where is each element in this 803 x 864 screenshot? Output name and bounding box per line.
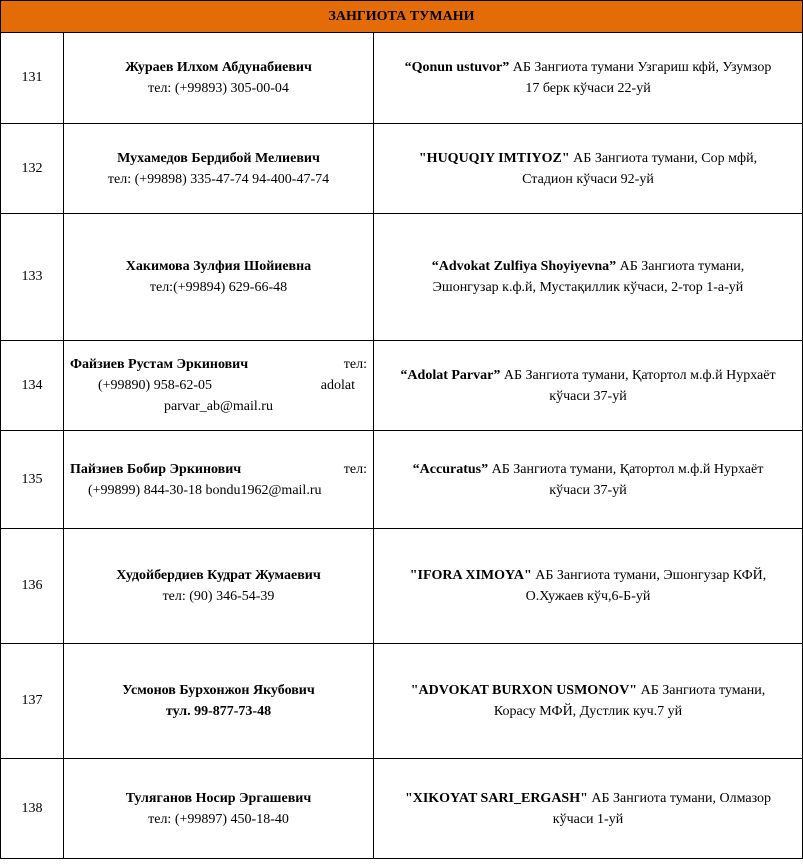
lawyer-cell xyxy=(64,124,374,214)
lawyer-email-cont: parvar_ab@mail.ru xyxy=(164,399,273,414)
bureau-address-cont: Стадион кўчаси 92-уй xyxy=(522,171,654,187)
table-row xyxy=(1,431,803,529)
bureau-address: АБ Зангиота тумани, Эшонгузар КФЙ, xyxy=(531,568,767,583)
bureau-name: “Qonun ustuvor” xyxy=(404,60,510,75)
bureau-address: АБ Зангиота тумани, Қатортол м.ф.й Нурхаёт xyxy=(500,367,776,383)
table-row xyxy=(1,214,803,341)
bureau-address-cont: 17 берк кўчаси 22-уй xyxy=(525,81,651,96)
lawyer-name: Мухамедов Бердибой Мелиевич xyxy=(117,150,320,166)
bureau-name: “Advokat Zulfiya Shoyiyevna” xyxy=(431,259,617,274)
bureau-name: "IFORA XIMOYA" xyxy=(409,568,532,583)
lawyer-cell xyxy=(64,214,374,341)
bureau-address-cont: О.Хужаев кўч,6-Б-уй xyxy=(525,589,651,604)
lawyer-name: Хакимова Зулфия Шойиевна xyxy=(125,259,312,274)
lawyer-name: Файзиев Рустам Эркинович xyxy=(70,357,249,372)
bureau-address: АБ Зангиота тумани Узгариш кфй, Узумзор xyxy=(509,60,772,75)
bureau-name: "XIKOYAT SARI_ERGASH" xyxy=(404,790,588,806)
lawyer-cell xyxy=(64,644,374,759)
bureau-cell xyxy=(374,341,803,431)
table-row xyxy=(1,644,803,759)
lawyer-phone: (+99890) 958-62-05 xyxy=(98,378,213,393)
lawyer-contact: тул. 99-877-73-48 xyxy=(165,704,272,719)
bureau-cell xyxy=(374,431,803,529)
lawyer-name: Жураев Илхом Абдунабиевич xyxy=(125,60,312,75)
table-row xyxy=(1,124,803,214)
lawyer-cell xyxy=(64,431,374,529)
row-number: 135 xyxy=(1,431,64,529)
table-row xyxy=(1,759,803,859)
row-number: 136 xyxy=(1,529,64,644)
lawyer-contact: тел: (+99893) 305-00-04 xyxy=(148,81,289,96)
lawyer-contact: (+99899) 844-30-18 bondu1962@mail.ru xyxy=(88,482,322,498)
lawyer-contact: тел: (+99898) 335-47-74 94-400-47-74 xyxy=(107,171,330,187)
lawyer-name: Худойбердиев Кудрат Жумаевич xyxy=(116,568,321,583)
row-number: 132 xyxy=(1,124,64,214)
bureau-address-cont: Эшонгузар к.ф.й, Мустақиллик кўчаси, 2-тор 1-а-уй xyxy=(432,280,744,295)
bureau-address: АБ Зангиота тумани, Қатортол м.ф.й Нурхаёт xyxy=(488,461,764,477)
lawyer-cell xyxy=(64,529,374,644)
bureau-address: АБ Зангиота тумани, xyxy=(616,259,745,274)
bureau-cell xyxy=(374,529,803,644)
row-number: 131 xyxy=(1,33,64,124)
contact-label: тел: xyxy=(343,357,367,372)
lawyer-contact: тел:(+99894) 629-66-48 xyxy=(149,280,288,295)
row-number: 137 xyxy=(1,644,64,759)
contact-label: тел: xyxy=(343,461,367,477)
bureau-name: "ADVOKAT BURXON USMONOV" xyxy=(410,683,638,698)
bureau-cell xyxy=(374,124,803,214)
lawyer-cell xyxy=(64,33,374,124)
table-header-row xyxy=(1,1,803,33)
lawyer-cell xyxy=(64,759,374,859)
bureau-cell xyxy=(374,759,803,859)
bureau-name: “Adolat Parvar” xyxy=(400,367,501,383)
bureau-address-cont: кўчаси 1-уй xyxy=(552,811,624,827)
bureau-name: "HUQUQIY IMTIYOZ" xyxy=(418,150,570,166)
bureau-address-cont: Корасу МФЙ, Дустлик куч.7 уй xyxy=(493,704,683,719)
bureau-name: “Accuratus” xyxy=(412,461,489,477)
bureau-address: АБ Зангиота тумани, xyxy=(637,683,766,698)
row-number: 134 xyxy=(1,341,64,431)
bureau-address: АБ Зангиота тумани, Сор мфй, xyxy=(569,150,758,166)
table-row xyxy=(1,529,803,644)
lawyer-name: Пайзиев Бобир Эркинович xyxy=(70,461,242,477)
table-row xyxy=(1,33,803,124)
bureau-cell xyxy=(374,214,803,341)
bureau-address-cont: кўчаси 37-уй xyxy=(549,482,627,498)
row-number: 133 xyxy=(1,214,64,341)
lawyer-contact: тел: (90) 346-54-39 xyxy=(162,589,275,604)
bureau-cell xyxy=(374,644,803,759)
bureau-address-cont: кўчаси 37-уй xyxy=(549,388,627,404)
lawyer-cell xyxy=(64,341,374,431)
lawyer-email: adolat xyxy=(320,378,355,393)
bureau-cell xyxy=(374,33,803,124)
table-row xyxy=(1,341,803,431)
bureau-address: АБ Зангиота тумани, Олмазор xyxy=(587,790,772,806)
lawyer-name: Туляганов Носир Эргашевич xyxy=(125,790,312,806)
lawyer-contact: тел: (+99897) 450-18-40 xyxy=(148,811,289,827)
district-title: ЗАНГИОТА ТУМАНИ xyxy=(1,1,803,33)
row-number: 138 xyxy=(1,759,64,859)
lawyer-name: Усмонов Бурхонжон Якубович xyxy=(122,683,315,698)
